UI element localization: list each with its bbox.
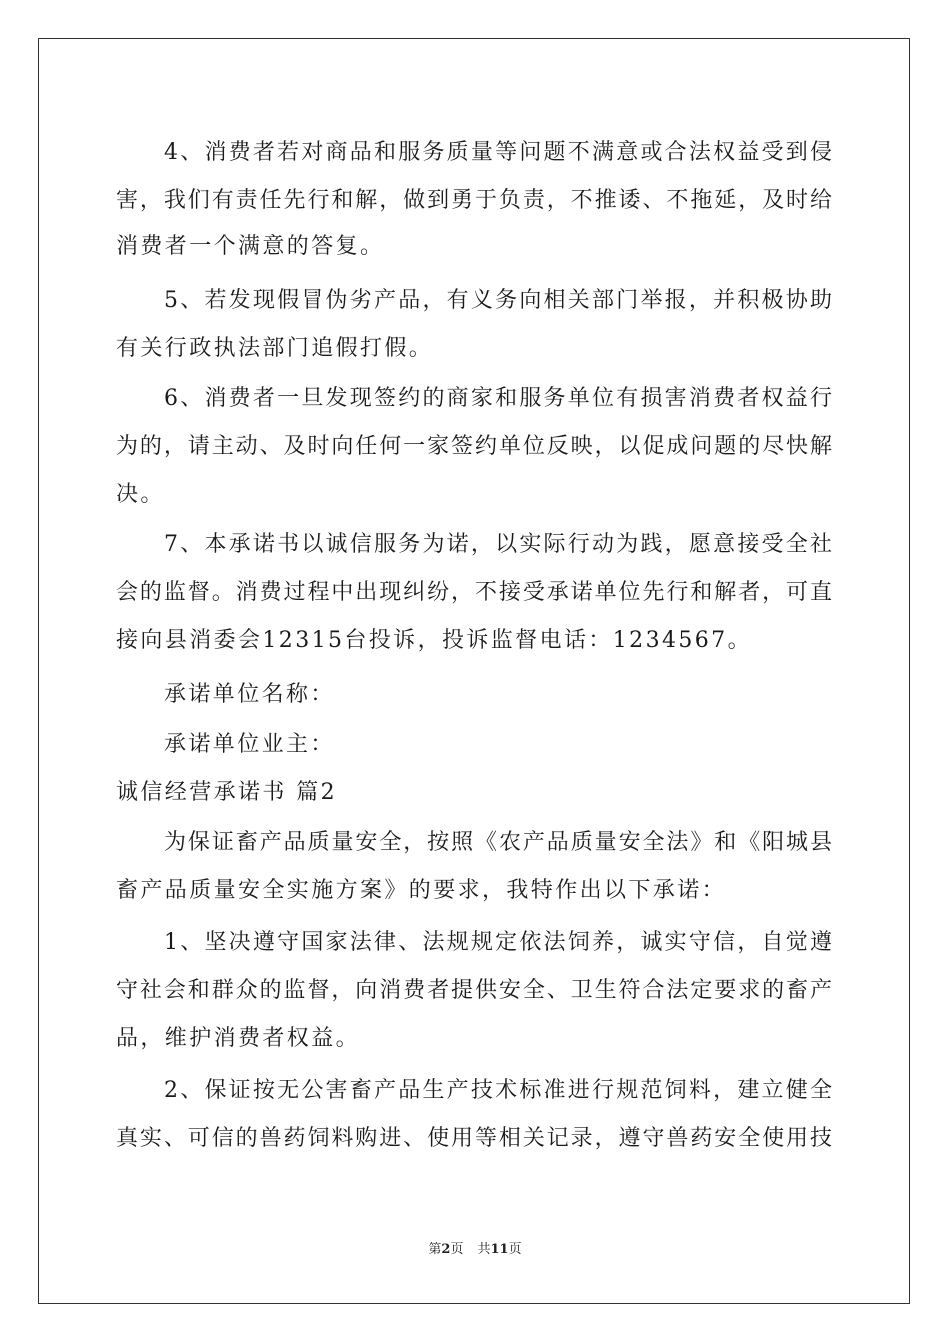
text-line: 5、若发现假冒伪劣产品，有义务向相关部门举报，并积极协助 xyxy=(164,288,832,313)
text-line: 消费者一个满意的答复。 xyxy=(116,234,385,259)
text-line: 为的，请主动、及时向任何一家签约单位反映，以促成问题的尽快解 xyxy=(116,434,832,459)
text-line: 畜产品质量安全实施方案》的要求，我特作出以下承诺： xyxy=(116,878,727,903)
page-number: 2 xyxy=(441,1242,451,1257)
text-line: 品，维护消费者权益。 xyxy=(116,1026,361,1051)
text-line: 决。 xyxy=(116,482,165,507)
text-line: 4、消费者若对商品和服务质量等问题不满意或合法权益受到侵 xyxy=(164,140,832,165)
text-line: 真实、可信的兽药饲料购进、使用等相关记录，遵守兽药安全使用技 xyxy=(116,1126,832,1151)
page-prefix: 第 xyxy=(428,1242,442,1257)
page-suffix: 页 xyxy=(450,1242,464,1257)
text-line: 接向县消委会12315台投诉，投诉监督电话：1234567。 xyxy=(116,628,752,653)
text-line: 为保证畜产品质量安全，按照《农产品质量安全法》和《阳城县 xyxy=(164,830,832,855)
page-footer xyxy=(0,1238,950,1257)
total-suffix: 页 xyxy=(508,1242,522,1257)
total-prefix: 共 xyxy=(477,1242,491,1257)
text-line: 承诺单位业主： xyxy=(164,732,335,757)
text-line: 承诺单位名称： xyxy=(164,682,335,707)
text-line: 1、坚决遵守国家法律、法规规定依法饲养，诚实守信，自觉遵 xyxy=(164,930,832,955)
text-line: 会的监督。消费过程中出现纠纷，不接受承诺单位先行和解者，可直 xyxy=(116,580,832,605)
text-line: 6、消费者一旦发现签约的商家和服务单位有损害消费者权益行 xyxy=(164,386,832,411)
text-line: 7、本承诺书以诚信服务为诺，以实际行动为践，愿意接受全社 xyxy=(164,532,832,557)
text-line: 害，我们有责任先行和解，做到勇于负责，不推诿、不拖延，及时给 xyxy=(116,188,832,213)
text-line: 有关行政执法部门追假打假。 xyxy=(116,336,434,361)
text-line: 守社会和群众的监督，向消费者提供安全、卫生符合法定要求的畜产 xyxy=(116,978,832,1003)
total-pages: 11 xyxy=(490,1242,509,1257)
page-frame xyxy=(38,38,910,1304)
text-line: 2、保证按无公害畜产品生产技术标准进行规范饲料，建立健全 xyxy=(164,1078,832,1103)
section-heading: 诚信经营承诺书 篇2 xyxy=(116,780,337,805)
